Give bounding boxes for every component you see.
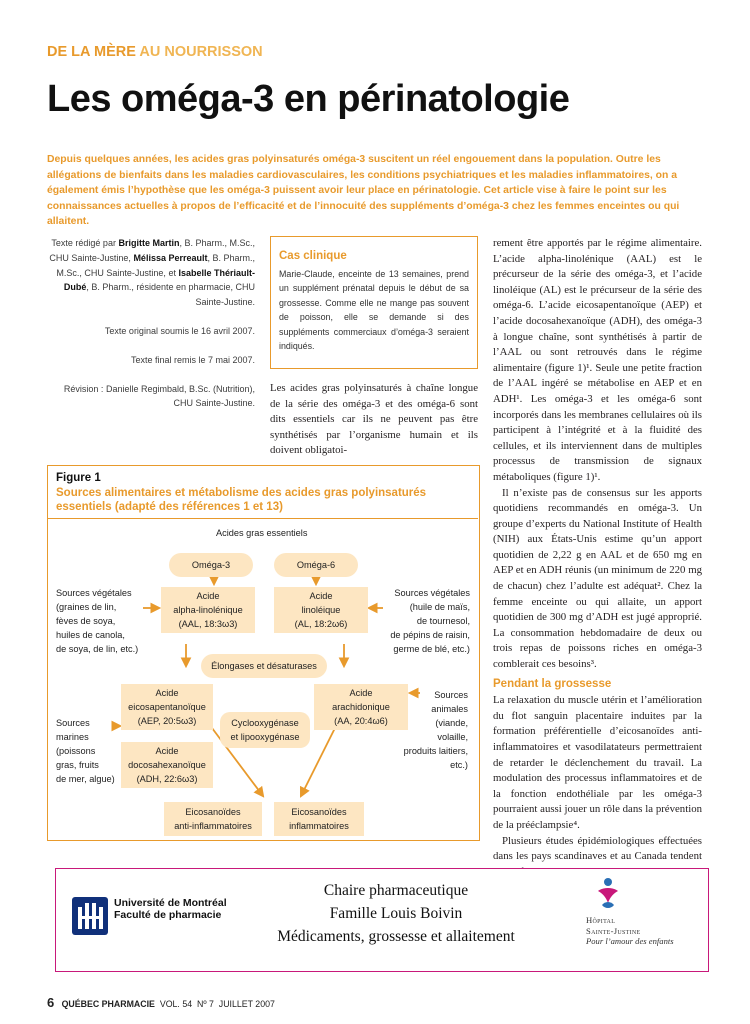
aa-line: Acide <box>349 688 373 698</box>
eicosanoids-infl-node <box>274 802 364 836</box>
aa-line: arachidonique <box>332 702 390 712</box>
aep-line: eicosapentanoïque <box>128 702 206 712</box>
chaire-line: Médicaments, grossesse et allaitement <box>277 928 515 945</box>
figure-label: Figure 1 <box>56 472 101 484</box>
aal-line: Acide <box>196 591 220 601</box>
cox-line: et lipooxygénase <box>230 732 300 742</box>
marine-line: Sources <box>56 718 90 728</box>
veg-right-line: de tournesol, <box>416 616 470 626</box>
page-footer <box>47 995 275 1010</box>
hopital-slogan: Pour l’amour des enfants <box>586 936 674 946</box>
chaire-line: Chaire pharmaceutique <box>323 882 469 899</box>
final-date: Texte final remis le 7 mai 2007. <box>130 354 255 365</box>
aep-line: (AEP, 20:5ω3) <box>137 716 197 726</box>
paragraph: rement être apportés par le régime alimentaire. L’acide alpha-linolénique (AAL) est le précurseur de la série des oméga-3, et l’acide linoléique (AL) est le précurseur de la série des oméga-6. L’acide eicosapentanoïque (AEP) et l’acide docosahexanoïque (ADH), des oméga-3 à longue chaîne, sont synthétisés à partir de l’AAL ou sont retrouvés dans le régime alimentaire (figure 1)¹. Seule une petite fraction de l’AAL ingéré se métabolise en AEP et en ADH¹. Les oméga-3 et les oméga-6 sont incorporés dans les membranes cellulaires où ils participent à l’intégrité et à la fluidité des cellules, et ils interviennent dans de multiples processus de transmission de signaux métaboliques (figure 1)¹. <box>493 237 702 483</box>
paragraph: La relaxation du muscle utérin et l’amélioration du flot sanguin placentaire induites par la formation préférentielle d’eicosanoïdes anti-inflammatoires et vasodilatateurs permettraient de retarder le déclenchement du travail. La modulation des processus inflammatoires et de la fonction endothéliale par les oméga-3 pourraient aussi jouer un rôle dans la prévention de la prééclampsie⁴. <box>493 694 702 831</box>
clinical-case-heading: Cas clinique <box>279 250 347 262</box>
author1-info: , B. Pharm., M.Sc., CHU Sainte-Justine, <box>49 238 255 263</box>
adh-node <box>121 742 213 788</box>
clinical-case-text: Marie-Claude, enceinte de 13 semaines, prend un supplément prénatal depuis le début de sa grossesse. Comme elle ne mange pas souvent de poisson, elle se demande si des suppléments commerciaux d’oméga-3 seraient indiqués. <box>279 269 469 352</box>
submitted-date: Texte original soumis le 16 avril 2007. <box>104 325 255 336</box>
animal-line: volaille, <box>437 732 468 742</box>
body-text-column-3 <box>493 236 702 896</box>
veg-right-line: Sources végétales <box>394 588 470 598</box>
eico-infl-line: Eicosanoïdes <box>291 807 347 817</box>
al-node <box>274 587 368 633</box>
essential-fatty-acids-label: Acides gras essentiels <box>216 528 308 538</box>
hopital-name <box>586 915 674 947</box>
al-line: (AL, 18:2ω6) <box>294 619 348 629</box>
udem-line: Université de Montréal <box>114 897 227 909</box>
udem-line: Faculté de pharmacie <box>114 909 222 921</box>
eico-anti-line: Eicosanoïdes <box>185 807 241 817</box>
hopital-logo-icon <box>588 875 628 915</box>
figure-caption: Sources alimentaires et métabolisme des acides gras polyinsaturés essentiels (adapté des références 1 et 13) <box>56 487 427 513</box>
volume: VOL. 54 <box>159 999 193 1009</box>
veg-right-line: de pépins de raisin, <box>390 630 470 640</box>
author2-info: , B. Pharm., M.Sc., CHU Sainte-Justine, <box>56 252 255 278</box>
cox-line: Cyclooxygénase <box>231 718 299 728</box>
hopital-line: Hôpital <box>586 915 616 925</box>
author2-name: Mélissa Perreault <box>133 252 208 263</box>
elongases-label: Élongases et désaturases <box>211 661 317 671</box>
veg-left-line: huiles de canola, <box>56 630 125 640</box>
page-number: 6 <box>47 995 55 1010</box>
chaire-text <box>266 879 526 948</box>
adh-line: docosahexanoïque <box>128 760 206 770</box>
aal-line: (AAL, 18:3ω3) <box>178 619 238 629</box>
veg-right-line: germe de blé, etc.) <box>393 644 470 654</box>
veg-left-line: fèves de soya, <box>56 616 116 626</box>
eico-anti-line: anti-inflammatoires <box>174 821 252 831</box>
veg-right-line: (huile de maïs, <box>409 602 470 612</box>
article-lede: Depuis quelques années, les acides gras polyinsaturés oméga-3 suscitent un réel engouement dans la population. Outre les allégations de bienfaits dans les maladies cardiovasculaires, les conditions psychiatriques et les maladies inflammatoires, on a également émis l’hypothèse que les oméga-3 puissent avoir leur place en périnatologie. Cet article vise à faire le point sur les connaissances actuelles à propos de l’efficacité et de l’innocuité des suppléments d’oméga-3 chez les femmes enceintes ou qui allaitent. <box>47 154 680 228</box>
omega3-node <box>169 553 253 577</box>
omega3-label: Oméga-3 <box>191 560 231 570</box>
animal-sources <box>388 688 468 772</box>
aa-line: (AA, 20:4ω6) <box>334 716 388 726</box>
elongases-node <box>201 654 327 678</box>
udem-logo-icon <box>72 897 108 935</box>
animal-line: Sources <box>434 690 468 700</box>
sponsor-box <box>55 868 709 972</box>
magazine-name: QUÉBEC PHARMACIE <box>61 999 155 1009</box>
credits-and: et <box>168 267 176 278</box>
paragraph: Plusieurs études épidémiologiques effectuées dans les pays scandinaves et au Canada tendent <box>493 834 702 863</box>
marine-line: gras, fruits <box>56 760 99 770</box>
credits-written-by: Texte rédigé par <box>51 238 116 248</box>
omega6-node <box>274 553 358 577</box>
author-credits <box>47 236 255 425</box>
vegetable-sources-right <box>368 586 470 656</box>
adh-line: (ADH, 22:6ω3) <box>136 774 198 784</box>
aal-node <box>161 587 255 633</box>
clinical-case-box <box>270 236 478 369</box>
eicosanoids-anti-node <box>164 802 262 836</box>
section-heading: Pendant la grossesse <box>493 677 612 690</box>
cox-node <box>220 712 310 748</box>
paragraph: Il n’existe pas de consensus sur les apports quotidiens recommandés en oméga-3. Un groupe d’experts du National Institute of Health (NIH) aux États-Unis estime qu’un apport quotidien de 2,22 g en AAL et de 650 mg en AEP et en ADH réunis (un minimum de 220 mg de chacun) chez l’adulte est adéquat². Chez la femme enceinte ou qui allaite, un apport quotidien de 300 mg d’ADH est jugé approprié. La consommation hebdomadaire de deux ou trois repas de poissons riches en oméga-3 comblerait ces besoins³. <box>493 486 702 671</box>
vegetable-sources-left <box>56 586 138 656</box>
al-line: linoléique <box>301 605 341 615</box>
issue-number: Nº 7 <box>197 999 214 1009</box>
marine-line: de mer, algue) <box>56 774 115 784</box>
figure-1 <box>47 465 480 841</box>
animal-line: produits laitiers, <box>403 746 468 756</box>
body-text-column-2: Les acides gras polyinsaturés à chaîne longue de la série des oméga-3 et des oméga-6 sont dits essentiels car ils ne peuvent pas être synthétisés par l’organisme humain et ils doivent obligatoi- <box>270 382 478 456</box>
author3-info: , B. Pharm., résidente en pharmacie, CHU Sainte-Justine. <box>86 282 255 308</box>
adh-line: Acide <box>155 746 179 756</box>
marine-sources <box>56 716 115 786</box>
aal-line: alpha-linolénique <box>173 605 243 615</box>
hopital-line: Sainte-Justine <box>586 925 641 936</box>
aep-line: Acide <box>155 688 179 698</box>
udem-name <box>114 897 227 921</box>
marine-line: marines <box>56 732 89 742</box>
author3-name: Isabelle Thériault-Dubé <box>63 267 255 293</box>
issue-date: JUILLET 2007 <box>218 999 275 1009</box>
animal-line: animales <box>431 704 468 714</box>
author1-name: Brigitte Martin <box>118 238 180 248</box>
kicker-part2: AU NOURRISSON <box>139 44 263 60</box>
omega6-label: Oméga-6 <box>296 560 336 570</box>
kicker-part1: DE LA MÈRE <box>47 44 136 60</box>
marine-line: (poissons <box>56 746 96 756</box>
section-kicker <box>47 44 263 60</box>
animal-line: (viande, <box>435 718 468 728</box>
veg-left-line: de soya, de lin, etc.) <box>56 644 139 654</box>
al-line: Acide <box>309 591 333 601</box>
aep-node <box>121 684 213 730</box>
chaire-line: Famille Louis Boivin <box>329 905 463 922</box>
veg-left-line: (graines de lin, <box>56 602 117 612</box>
eico-infl-line: inflammatoires <box>289 821 349 831</box>
revision-note: Révision : Danielle Regimbald, B.Sc. (Nutrition), CHU Sainte-Justine. <box>63 383 255 409</box>
veg-left-line: Sources végétales <box>56 588 132 598</box>
article-title: Les oméga-3 en périnatologie <box>47 78 570 120</box>
animal-line: etc.) <box>450 760 468 770</box>
